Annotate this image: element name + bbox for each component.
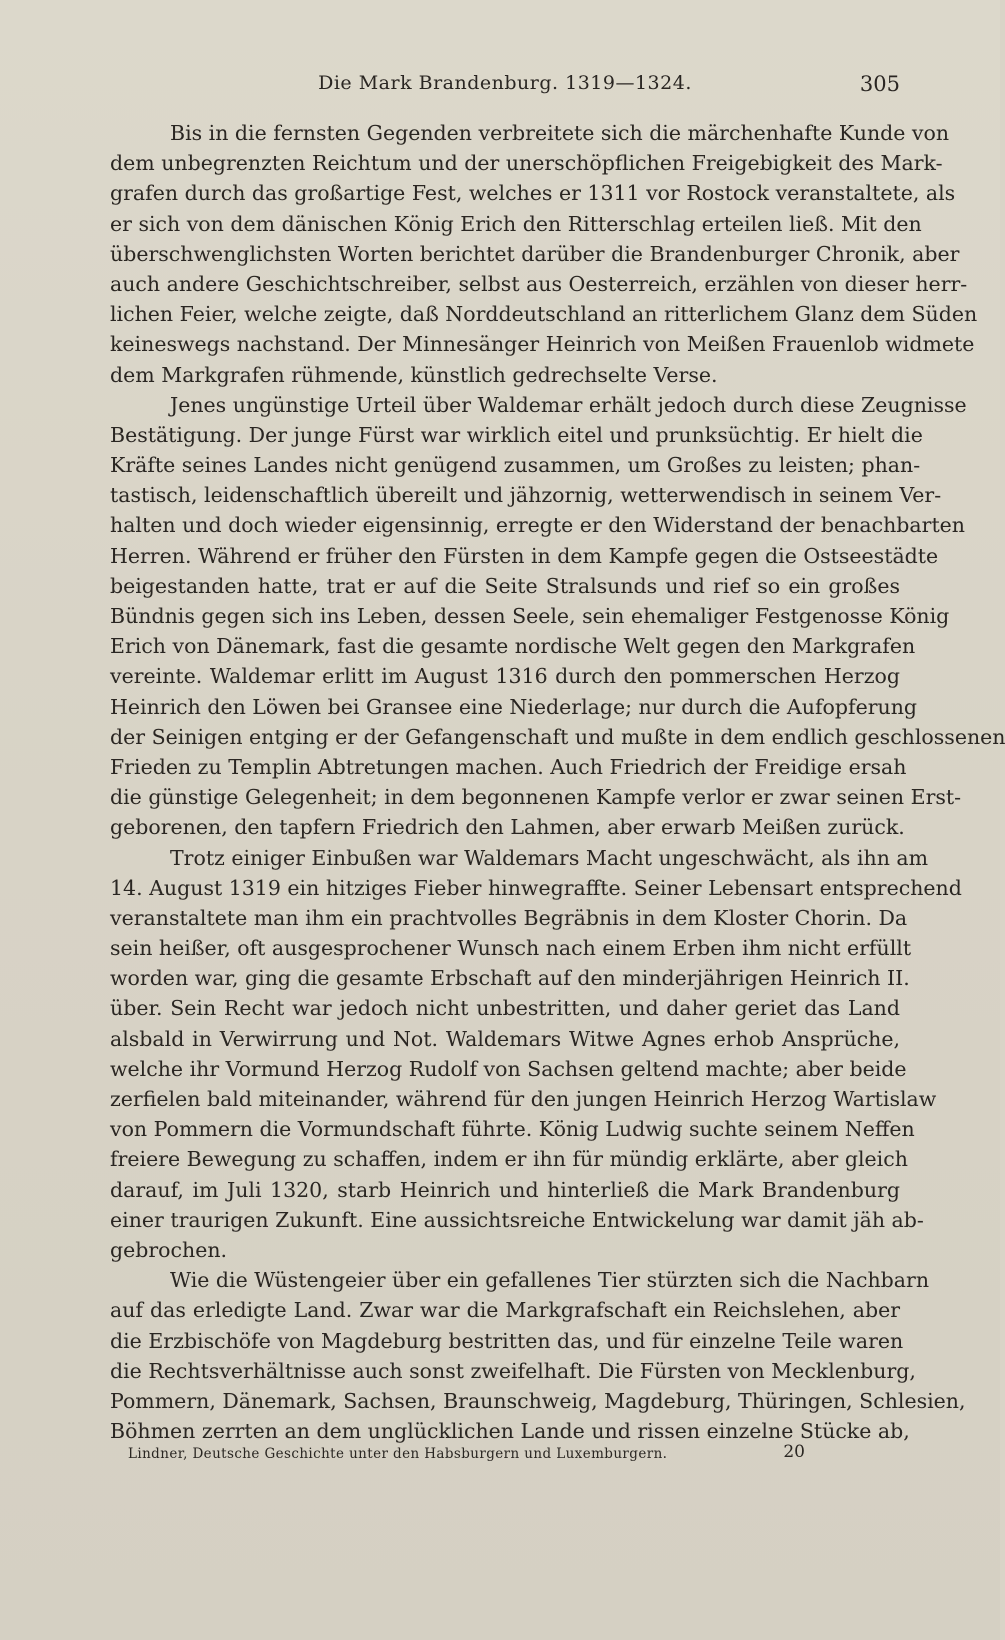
text-line: alsbald in Verwirrung und Not. Waldemars Witwe Agnes erhob Ansprüche,	[110, 1026, 900, 1051]
text-line: einer traurigen Zukunft. Eine aussichtsreiche Entwickelung war damit jäh ab-	[110, 1207, 924, 1232]
body-text	[110, 118, 1005, 1446]
text-line: Heinrich den Löwen bei Gransee eine Niederlage; nur durch die Aufopferung	[110, 694, 918, 719]
text-line: die günstige Gelegenheit; in dem begonnenen Kampfe verlor er zwar seinen Erst-	[110, 785, 962, 810]
text-line: Herren. Während er früher den Fürsten in dem Kampfe gegen die Ostseestädte	[110, 543, 939, 568]
text-line: dem Markgrafen rühmende, künstlich gedrechselte Verse.	[110, 362, 718, 387]
text-line: auf das erledigte Land. Zwar war die Markgrafschaft ein Reichslehen, aber	[110, 1298, 900, 1323]
text-line: Bestätigung. Der junge Fürst war wirklich eitel und prunksüchtig. Er hielt die	[110, 422, 923, 447]
text-line: darauf, im Juli 1320, starb Heinrich und hinterließ die Mark Brandenburg	[110, 1177, 900, 1202]
text-line: worden war, ging die gesamte Erbschaft auf den minderjährigen Heinrich II.	[110, 966, 910, 991]
text-line: welche ihr Vormund Herzog Rudolf von Sachsen geltend machte; aber beide	[110, 1056, 907, 1081]
text-line: von Pommern die Vormundschaft führte. König Ludwig suchte seinem Neffen	[110, 1117, 915, 1142]
text-line: Bis in die fernsten Gegenden verbreitete sich die märchenhafte Kunde von	[170, 121, 950, 145]
text-line: Trotz einiger Einbußen war Waldemars Macht ungeschwächt, als ihn am	[170, 845, 929, 870]
text-line: Frieden zu Templin Abtretungen machen. Auch Friedrich der Freidige ersah	[110, 754, 907, 779]
text-line: zerfielen bald miteinander, während für den jungen Heinrich Herzog Wartislaw	[110, 1087, 937, 1111]
page-header	[110, 66, 900, 102]
text-line: der Seinigen entging er der Gefangenschaft und mußte in dem endlich geschlossenen	[110, 724, 1005, 749]
page-number: 305	[859, 72, 900, 96]
sheet-signature: 20	[783, 1442, 805, 1462]
text-line: Wie die Wüstengeier über ein gefallenes Tier stürzten sich die Nachbarn	[170, 1268, 930, 1293]
running-head: Die Mark Brandenburg. 1319—1324.	[318, 72, 692, 94]
text-line: tastisch, leidenschaftlich übereilt und jähzornig, wetterwendisch in seinem Ver-	[110, 483, 942, 508]
text-line: vereinte. Waldemar erlitt im August 1316 durch den pommerschen Herzog	[110, 664, 900, 689]
text-line: beigestanden hatte, trat er auf die Seite Stralsunds und rief so ein großes	[110, 573, 900, 598]
text-line: veranstaltete man ihm ein prachtvolles Begräbnis in dem Kloster Chorin. Da	[110, 905, 908, 930]
text-line: Böhmen zerrten an dem unglücklichen Lande und rissen einzelne Stücke ab,	[110, 1419, 910, 1444]
text-line: keineswegs nachstand. Der Minnesänger Heinrich von Meißen Frauenlob widmete	[110, 332, 975, 357]
text-line: über. Sein Recht war jedoch nicht unbestritten, und daher geriet das Land	[110, 996, 900, 1021]
text-line: gebrochen.	[110, 1237, 228, 1262]
text-line: überschwenglichsten Worten berichtet darüber die Brandenburger Chronik, aber	[110, 241, 960, 266]
text-line: die Erzbischöfe von Magdeburg bestritten das, und für einzelne Teile waren	[110, 1328, 904, 1353]
text-line: dem unbegrenzten Reichtum und der unerschöpflichen Freigebigkeit des Mark-	[110, 151, 943, 176]
text-line: freiere Bewegung zu schaffen, indem er ihn für mündig erklärte, aber gleich	[110, 1147, 908, 1172]
text-line: geborenen, den tapfern Friedrich den Lahmen, aber erwarb Meißen zurück.	[110, 815, 905, 840]
text-line: sein heißer, oft ausgesprochener Wunsch nach einem Erben ihm nicht erfüllt	[110, 936, 912, 961]
text-line: Erich von Dänemark, fast die gesamte nordische Welt gegen den Markgrafen	[110, 634, 916, 659]
source-footnote: Lindner, Deutsche Geschichte unter den Habsburgern und Luxemburgern.	[128, 1446, 668, 1462]
text-line: die Rechtsverhältnisse auch sonst zweifelhaft. Die Fürsten von Mecklenburg,	[110, 1358, 916, 1383]
text-line: grafen durch das großartige Fest, welches er 1311 vor Rostock veranstaltete, als	[110, 181, 956, 206]
text-line: Pommern, Dänemark, Sachsen, Braunschweig, Magdeburg, Thüringen, Schlesien,	[110, 1388, 966, 1413]
text-line: auch andere Geschichtschreiber, selbst aus Oesterreich, erzählen von dieser herr-	[110, 271, 968, 296]
page-footer	[110, 1442, 900, 1470]
text-line: Bündnis gegen sich ins Leben, dessen Seele, sein ehemaliger Festgenosse König	[110, 604, 950, 628]
text-line: er sich von dem dänischen König Erich den Ritterschlag erteilen ließ. Mit den	[110, 211, 922, 236]
text-line: 14. August 1319 ein hitziges Fieber hinwegraffte. Seiner Lebensart entsprechend	[110, 875, 962, 900]
text-line: halten und doch wieder eigensinnig, erregte er den Widerstand der benachbarten	[110, 513, 966, 538]
text-line: Jenes ungünstige Urteil über Waldemar erhält jedoch durch diese Zeugnisse	[170, 392, 967, 417]
text-line: Kräfte seines Landes nicht genügend zusammen, um Großes zu leisten; phan-	[110, 453, 921, 478]
text-line: lichen Feier, welche zeigte, daß Norddeutschland an ritterlichem Glanz dem Süden	[110, 302, 978, 327]
